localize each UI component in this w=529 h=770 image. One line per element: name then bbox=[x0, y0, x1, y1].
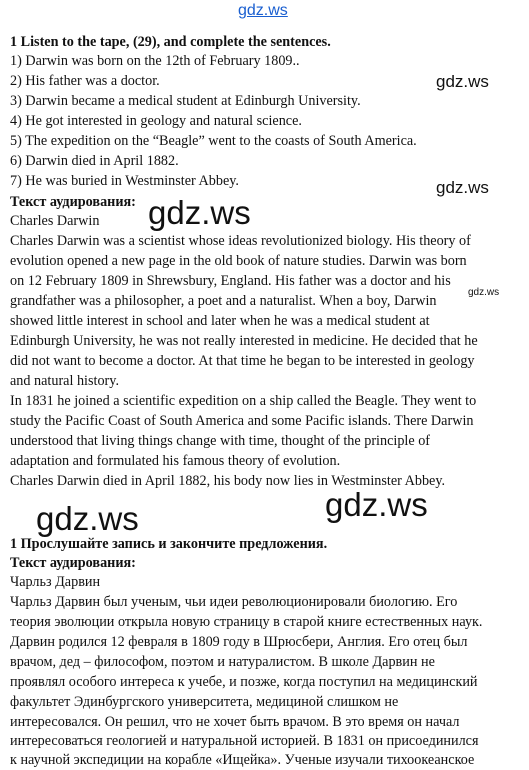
transcript-line-ru: Дарвин родился 12 февраля в 1809 году в Шрюсбери, Англия. Его отец был bbox=[10, 634, 468, 650]
transcript-line: and natural history. bbox=[10, 373, 120, 389]
transcript-line-ru: Чарльз Дарвин был ученым, чьи идеи революционировали биологию. Его bbox=[10, 594, 458, 610]
transcript-line-ru: интересоваться геологией и натуральной историей. В 1831 он присоединился bbox=[10, 733, 479, 749]
watermark: gdz.ws bbox=[436, 72, 489, 91]
transcript-line: adaptation and formulated his famous theory of evolution. bbox=[10, 453, 341, 469]
sentence-3: 3) Darwin became a medical student at Edinburgh University. bbox=[10, 93, 361, 109]
watermark: gdz.ws bbox=[148, 194, 251, 231]
sentence-1: 1) Darwin was born on the 12th of February 1809.. bbox=[10, 53, 300, 69]
watermark: gdz.ws bbox=[325, 486, 428, 523]
transcript-line: Charles Darwin was a scientist whose ideas revolutionized biology. His theory of bbox=[10, 233, 471, 249]
transcript-line: showed little interest in school and later when he was a medical student at bbox=[10, 313, 430, 329]
transcript-line-ru: интересовался. Он решил, что не хочет быть врачом. В это время он начал bbox=[10, 714, 460, 730]
sentence-5: 5) The expedition on the “Beagle” went to the coasts of South America. bbox=[10, 133, 417, 149]
transcript-line: understood that living things change with time, thought of the principle of bbox=[10, 433, 431, 449]
transcript-line-ru: факультет Эдинбургского университета, медициной слишком не bbox=[10, 694, 399, 710]
transcript-line-ru: проявлял особого интереса к учебе, и позже, когда поступил на медицинский bbox=[10, 674, 478, 690]
task-title: 1 Listen to the tape, (29), and complete the sentences. bbox=[10, 34, 331, 50]
transcript-line: did not want to become a doctor. At that time he began to be interested in geology bbox=[10, 353, 475, 369]
transcript-line: grandfather was a philosopher, a poet and a naturalist. When a boy, Darwin bbox=[10, 293, 437, 309]
transcript-heading-ru: Текст аудирования: bbox=[10, 555, 136, 571]
watermark: gdz.ws bbox=[468, 287, 500, 298]
transcript-title-ru: Чарльз Дарвин bbox=[10, 574, 101, 590]
transcript-title: Charles Darwin bbox=[10, 213, 100, 229]
watermark-top[interactable]: gdz.ws bbox=[238, 2, 288, 19]
transcript-line-ru: к научной экспедиции на корабле «Ищейка». Ученые изучали тихоокеанское bbox=[10, 752, 475, 768]
transcript-line: Charles Darwin died in April 1882, his body now lies in Westminster Abbey. bbox=[10, 473, 446, 489]
transcript-line: on 12 February 1809 in Shrewsbury, England. His father was a doctor and his bbox=[10, 273, 451, 289]
watermark: gdz.ws bbox=[36, 500, 139, 537]
transcript-line: study the Pacific Coast of South America and some Pacific islands. There Darwin bbox=[10, 413, 474, 429]
task-title-ru: 1 Прослушайте запись и закончите предложения. bbox=[10, 536, 328, 552]
watermark: gdz.ws bbox=[436, 178, 489, 197]
transcript-line-ru: врачом, дед – философом, поэтом и натуралистом. В школе Дарвин не bbox=[10, 654, 435, 670]
transcript-line: In 1831 he joined a scientific expedition on a ship called the Beagle. They went to bbox=[10, 393, 477, 409]
sentence-4: 4) He got interested in geology and natural science. bbox=[10, 113, 302, 129]
transcript-line: Edinburgh University, he was not really interested in medicine. He decided that he bbox=[10, 333, 478, 349]
sentence-6: 6) Darwin died in April 1882. bbox=[10, 153, 179, 169]
transcript-heading: Текст аудирования: bbox=[10, 194, 136, 210]
transcript-line-ru: теория эволюции открыла новую страницу в старой книге естественных наук. bbox=[10, 614, 483, 630]
sentence-2: 2) His father was a doctor. bbox=[10, 73, 160, 89]
sentence-7: 7) He was buried in Westminster Abbey. bbox=[10, 173, 239, 189]
transcript-line: evolution opened a new page in the old book of nature studies. Darwin was born bbox=[10, 253, 467, 269]
